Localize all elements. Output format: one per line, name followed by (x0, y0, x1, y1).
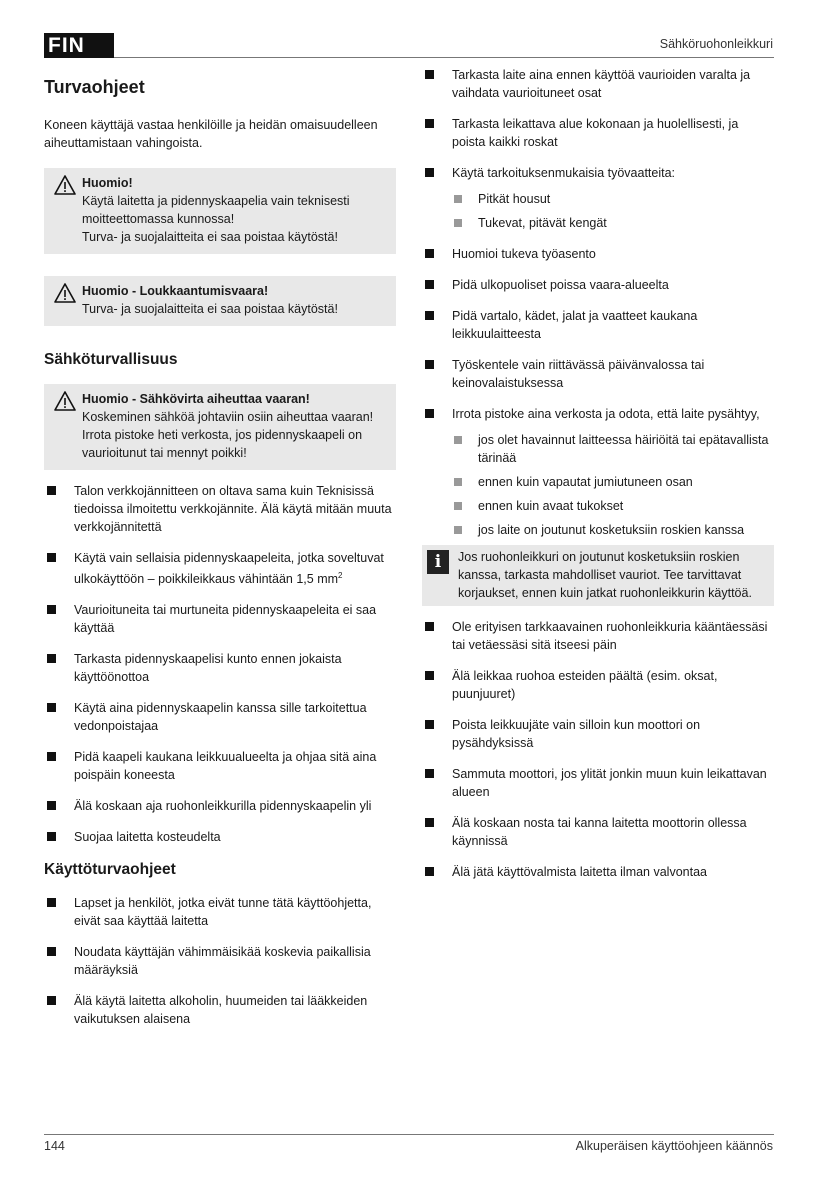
list-item: Huomioi tukeva työasento (422, 245, 774, 263)
list-item-text: Käytä tarkoituksenmukaisia työvaatteita: (452, 166, 676, 180)
list-item: Pidä vartalo, kädet, jalat ja vaatteet kaukana leikkuulaitteesta (422, 307, 774, 343)
operation-list-continued (422, 66, 774, 539)
language-badge: FIN (44, 33, 114, 58)
warning-box-electric (44, 384, 396, 470)
list-item: Pidä kaapeli kaukana leikkuualueelta ja ohjaa sitä aina poispäin koneesta (44, 748, 396, 784)
warning-title: Huomio! (82, 176, 133, 190)
list-item: Lapset ja henkilöt, jotka eivät tunne tätä käyttöohjetta, eivät saa käyttää laitetta (44, 894, 396, 930)
list-item: Älä käytä laitetta alkoholin, huumeiden tai lääkkeiden vaikutuksen alaisena (44, 992, 396, 1028)
list-item: Pidä ulkopuoliset poissa vaara-alueelta (422, 276, 774, 294)
list-item: Sammuta moottori, jos ylität jonkin muun kuin leikattavan alueen (422, 765, 774, 801)
intro-text: Koneen käyttäjä vastaa henkilöille ja heidän omaisuudelleen aiheuttamistaan vahingoista. (44, 118, 378, 150)
list-item: Vaurioituneita tai murtuneita pidennyskaapeleita ei saa käyttää (44, 601, 396, 637)
warning-line: Turva- ja suojalaitteita ei saa poistaa käytöstä! (82, 230, 338, 244)
list-item: Poista leikkuujäte vain silloin kun moottori on pysähdyksissä (422, 716, 774, 752)
list-item: Älä koskaan nosta tai kanna laitetta moottorin ollessa käynnissä (422, 814, 774, 850)
left-column (44, 70, 396, 1041)
sublist-item: ennen kuin vapautat jumiutuneen osan (452, 473, 774, 491)
list-item (422, 405, 774, 539)
list-item: Tarkasta leikattava alue kokonaan ja huolellisesti, ja poista kaikki roskat (422, 115, 774, 151)
warning-box-injury (44, 276, 396, 326)
sublist-item: ennen kuin avaat tukokset (452, 497, 774, 515)
info-icon: i (427, 550, 449, 574)
list-item (44, 549, 396, 588)
list-item-text: Käytä vain sellaisia pidennyskaapeleita, jotka soveltuvat ulkokäyttöön – poikkileikkaus vähintään 1,5 mm (74, 551, 384, 587)
warning-box-attention (44, 168, 396, 254)
operation-list-final (422, 618, 774, 881)
sublist-item: jos olet havainnut laitteessa häiriöitä tai epätavallista tärinää (452, 431, 774, 467)
warning-triangle-icon (54, 175, 76, 195)
warning-line: Koskeminen sähköä johtaviin osiin aiheuttaa vaaran! Irrota pistoke heti verkosta, jos pidennyskaapeli on vaurioitunut tai mennyt poikki! (82, 410, 374, 460)
footer-text: Alkuperäisen käyttöohjeen käännös (575, 1139, 773, 1153)
warning-line: Käytä laitetta ja pidennyskaapelia vain teknisesti moitteettomassa kunnossa! (82, 194, 350, 226)
sublist-item: Tukevat, pitävät kengät (452, 214, 774, 232)
footer-rule (44, 1134, 774, 1135)
list-item: Talon verkkojännitteen on oltava sama kuin Teknisissä tiedoissa ilmoitettu verkkojännite. Älä käytä mitään muuta verkkojännitettä (44, 482, 396, 536)
warning-triangle-icon (54, 391, 76, 411)
unplug-cases-sublist (452, 431, 774, 539)
info-text: Jos ruohonleikkuri on joutunut kosketuksiin roskien kanssa, tarkasta mahdolliset vauriot. Tee tarvittavat korjaukset, ennen kuin jatkat ruohonleikkurin käyttöä. (458, 550, 752, 600)
list-item (422, 164, 774, 232)
list-item-text: Irrota pistoke aina verkosta ja odota, että laite pysähtyy, (452, 407, 760, 421)
list-item: Suojaa laitetta kosteudelta (44, 828, 396, 846)
page-number: 144 (44, 1139, 65, 1153)
warning-triangle-icon (54, 283, 76, 303)
list-item: Älä koskaan aja ruohonleikkurilla pidennyskaapelin yli (44, 797, 396, 815)
list-item: Ole erityisen tarkkaavainen ruohonleikkuria kääntäessäsi tai vetäessäsi sitä itseesi päin (422, 618, 774, 654)
info-box (422, 545, 774, 606)
sublist-item: Pitkät housut (452, 190, 774, 208)
right-column (422, 66, 774, 894)
warning-title: Huomio - Loukkaantumisvaara! (82, 284, 269, 298)
operation-safety-list (44, 894, 396, 1028)
section-title-operation: Käyttöturvaohjeet (44, 861, 176, 879)
list-item: Työskentele vain riittävässä päivänvalossa tai keinovalaistuksessa (422, 356, 774, 392)
sublist-item: jos laite on joutunut kosketuksiin roskien kanssa (452, 521, 774, 539)
list-item: Noudata käyttäjän vähimmäisikää koskevia paikallisia määräyksiä (44, 943, 396, 979)
list-item: Käytä aina pidennyskaapelin kanssa sille tarkoitettua vedonpoistajaa (44, 699, 396, 735)
list-item: Tarkasta laite aina ennen käyttöä vaurioiden varalta ja vaihdata vaurioituneet osat (422, 66, 774, 102)
list-item: Tarkasta pidennyskaapelisi kunto ennen jokaista käyttöönottoa (44, 650, 396, 686)
electric-safety-list (44, 482, 396, 846)
list-item: Älä leikkaa ruohoa esteiden päältä (esim. oksat, puunjuuret) (422, 667, 774, 703)
header-rule (114, 57, 774, 58)
header-title: Sähköruohonleikkuri (659, 37, 773, 51)
warning-line: Turva- ja suojalaitteita ei saa poistaa käytöstä! (82, 302, 338, 316)
section-title-safety: Turvaohjeet (44, 77, 145, 97)
superscript: 2 (338, 571, 343, 580)
warning-title: Huomio - Sähkövirta aiheuttaa vaaran! (82, 392, 310, 406)
list-item: Älä jätä käyttövalmista laitetta ilman valvontaa (422, 863, 774, 881)
clothing-sublist (452, 190, 774, 232)
section-title-electric: Sähköturvallisuus (44, 351, 178, 368)
